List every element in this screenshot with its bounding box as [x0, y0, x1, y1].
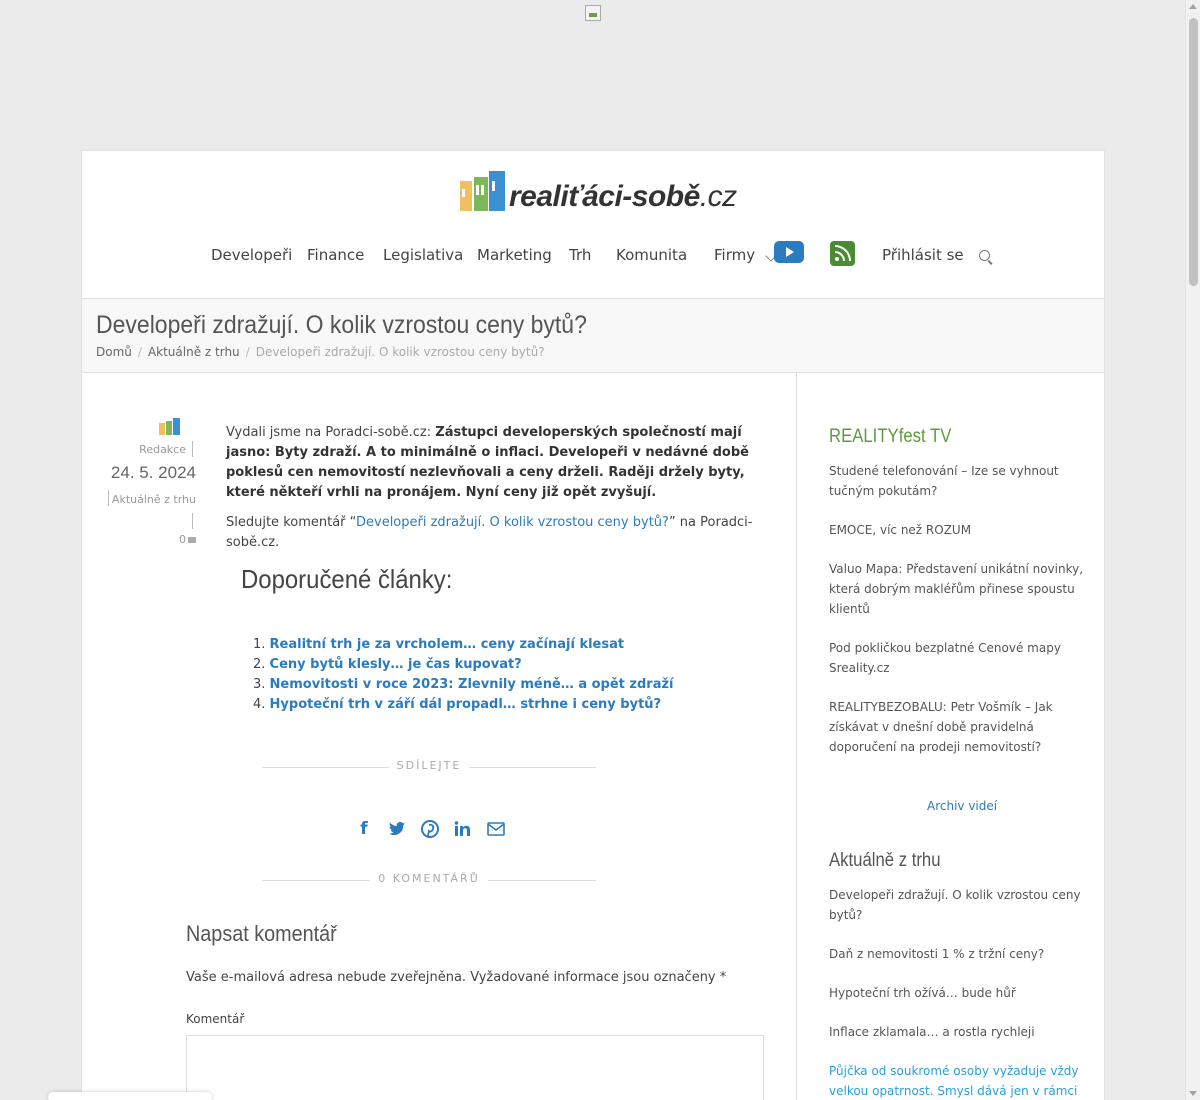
- page-title: Developeři zdražují. O kolik vzrostou ceny bytů?: [96, 311, 587, 339]
- sidebar-news-item[interactable]: Hypoteční trh ožívá… bude hůř: [829, 986, 1016, 1000]
- logo-buildings-icon: [459, 169, 509, 213]
- list-item: [253, 635, 674, 655]
- article-intro: [226, 423, 766, 503]
- post-date: 24. 5. 2024: [110, 463, 196, 482]
- comment-textarea[interactable]: [186, 1035, 764, 1100]
- list-number: 2.: [253, 657, 266, 672]
- nav-item-developeri[interactable]: Developeři: [211, 246, 293, 264]
- linkedin-icon[interactable]: [453, 819, 473, 839]
- nav-item-firmy[interactable]: Firmy: [714, 246, 756, 264]
- article-follow: [226, 513, 766, 553]
- scroll-up-arrow-icon[interactable]: [1189, 4, 1197, 9]
- main-nav: [82, 241, 1106, 271]
- nav-item-komunita[interactable]: Komunita: [616, 246, 688, 264]
- sidebar-tv-item[interactable]: Valuo Mapa: Představení unikátní novinky, která dobrým makléřům přinese spoustu klientů: [829, 562, 1084, 616]
- sidebar-tv-item[interactable]: EMOCE, víc než ROZUM: [829, 523, 972, 537]
- nav-item-legislativa[interactable]: Legislativa: [383, 246, 464, 264]
- article-content: [226, 423, 766, 563]
- recommended-link[interactable]: Ceny bytů klesly… je čas kupovat?: [269, 657, 522, 672]
- share-heading: SDÍLEJTE: [262, 759, 596, 779]
- author-logo-icon: [158, 417, 182, 435]
- breadcrumb: [96, 345, 545, 359]
- comment-count-value: 0: [179, 533, 186, 546]
- list-item: [253, 655, 674, 675]
- recommended-link[interactable]: Realitní trh je za vrcholem… ceny začínají klesat: [269, 637, 625, 652]
- list-item: [253, 695, 674, 715]
- follow-suffix: ” na Poradci-sobě.cz.: [226, 515, 753, 550]
- reply-notes: Vaše e-mailová adresa nebude zveřejněna. Vyžadované informace jsou označeny *: [186, 970, 727, 985]
- breadcrumb-separator: /: [137, 345, 142, 359]
- sidebar-news-item[interactable]: Developeři zdražují. O kolik vzrostou ceny bytů?: [829, 888, 1081, 922]
- recommended-list: [253, 635, 674, 715]
- email-icon[interactable]: [486, 819, 506, 839]
- post-comment-count[interactable]: [179, 533, 196, 546]
- breadcrumb-current: Developeři zdražují. O kolik vzrostou ceny bytů?: [255, 345, 545, 359]
- scroll-down-arrow-icon[interactable]: [1189, 1091, 1197, 1096]
- list-number: 1.: [253, 637, 266, 652]
- sidebar-tv-item[interactable]: Studené telefonování – Ize se vyhnout tučným pokutám?: [829, 464, 1059, 498]
- sidebar-tv-item[interactable]: REALITYBEZOBALU: Petr Vošmík – Jak získávat v dnešní době pravidelná doporučení na prodeji nemovitostí?: [829, 700, 1053, 754]
- broken-image-icon[interactable]: [585, 5, 601, 21]
- recommended-title: Doporučené články:: [241, 564, 453, 594]
- pinterest-icon[interactable]: [420, 819, 440, 839]
- sidebar-news-title: Aktuálně z trhu: [829, 850, 941, 871]
- comment-bubble-icon: [188, 537, 196, 543]
- scrollbar-thumb[interactable]: [1189, 18, 1198, 286]
- list-item: [253, 675, 674, 695]
- site-logo[interactable]: [459, 169, 737, 213]
- title-bar: [82, 299, 1104, 373]
- video-archive-link[interactable]: Archiv videí: [927, 799, 998, 813]
- sidebar-tv-item[interactable]: Pod pokličkou bezplatné Cenové mapy Sreality.cz: [829, 641, 1061, 675]
- comments-heading: 0 KOMENTÁŘŮ: [262, 872, 596, 892]
- facebook-icon[interactable]: f: [360, 819, 368, 839]
- breadcrumb-home[interactable]: Domů: [96, 345, 132, 359]
- scrollbar[interactable]: [1185, 0, 1200, 1100]
- page-container: [81, 150, 1105, 1100]
- meta-divider: [192, 513, 193, 529]
- youtube-icon[interactable]: [774, 241, 804, 263]
- logo-tld-text: .cz: [699, 180, 737, 213]
- logo-main-text: realiťáci-sobě: [509, 180, 700, 213]
- meta-divider: [108, 490, 109, 506]
- breadcrumb-category[interactable]: Aktuálně z trhu: [147, 345, 240, 359]
- article-intro-bold: Zástupci developerských společností mají jasno: Byty zdraží. A to minimálně o inflaci. Developeři v nedávné době poklesů cen nemovitostí nezlevňovali a ceny drželi. Raději držely byty, které někteří vrhli na pronájem. Nyní ceny již opět zvyšují.: [226, 425, 749, 500]
- sidebar-news-item[interactable]: Inflace zklamala… a rostla rychleji: [829, 1025, 1035, 1039]
- logo-text: [509, 180, 737, 214]
- bottom-floating-bar[interactable]: [48, 1092, 212, 1100]
- follow-prefix: Sledujte komentář “: [226, 515, 356, 530]
- meta-divider: [192, 441, 193, 457]
- recommended-link[interactable]: Hypoteční trh v září dál propadl… strhne i ceny bytů?: [269, 697, 662, 712]
- nav-item-marketing[interactable]: Marketing: [477, 246, 552, 264]
- follow-link[interactable]: Developeři zdražují. O kolik vzrostou ceny bytů?: [356, 515, 669, 530]
- recommended-link[interactable]: Nemovitosti v roce 2023: Zlevnily méně… a opět zdraží: [269, 677, 674, 692]
- rss-icon[interactable]: [830, 241, 855, 266]
- list-number: 4.: [253, 697, 266, 712]
- nav-item-login[interactable]: Přihlásit se: [882, 246, 964, 264]
- twitter-icon[interactable]: [387, 819, 407, 839]
- reply-title: Napsat komentář: [186, 921, 337, 946]
- nav-item-finance[interactable]: Finance: [307, 246, 365, 264]
- top-banner-area: [0, 0, 1185, 150]
- nav-item-trh[interactable]: Trh: [569, 246, 592, 264]
- search-icon[interactable]: [979, 250, 990, 261]
- sidebar-news-item[interactable]: Půjčka od soukromé osoby vyžaduje vždy velkou opatrnost. Smysl dává jen v rámci: [829, 1064, 1079, 1098]
- list-number: 3.: [253, 677, 266, 692]
- sidebar-divider: [796, 373, 797, 1100]
- sidebar-news-item[interactable]: Daň z nemovitosti 1 % z tržní ceny?: [829, 947, 1045, 961]
- site-header: [82, 151, 1104, 299]
- post-author[interactable]: Redakce: [139, 443, 186, 456]
- sidebar-tv-title: REALITYfest TV: [829, 426, 952, 447]
- article-intro-plain: Vydali jsme na Poradci-sobě.cz:: [226, 425, 436, 440]
- comment-label: Komentář: [186, 1012, 245, 1026]
- post-category[interactable]: Aktuálně z trhu: [111, 493, 196, 506]
- breadcrumb-separator: /: [245, 345, 250, 359]
